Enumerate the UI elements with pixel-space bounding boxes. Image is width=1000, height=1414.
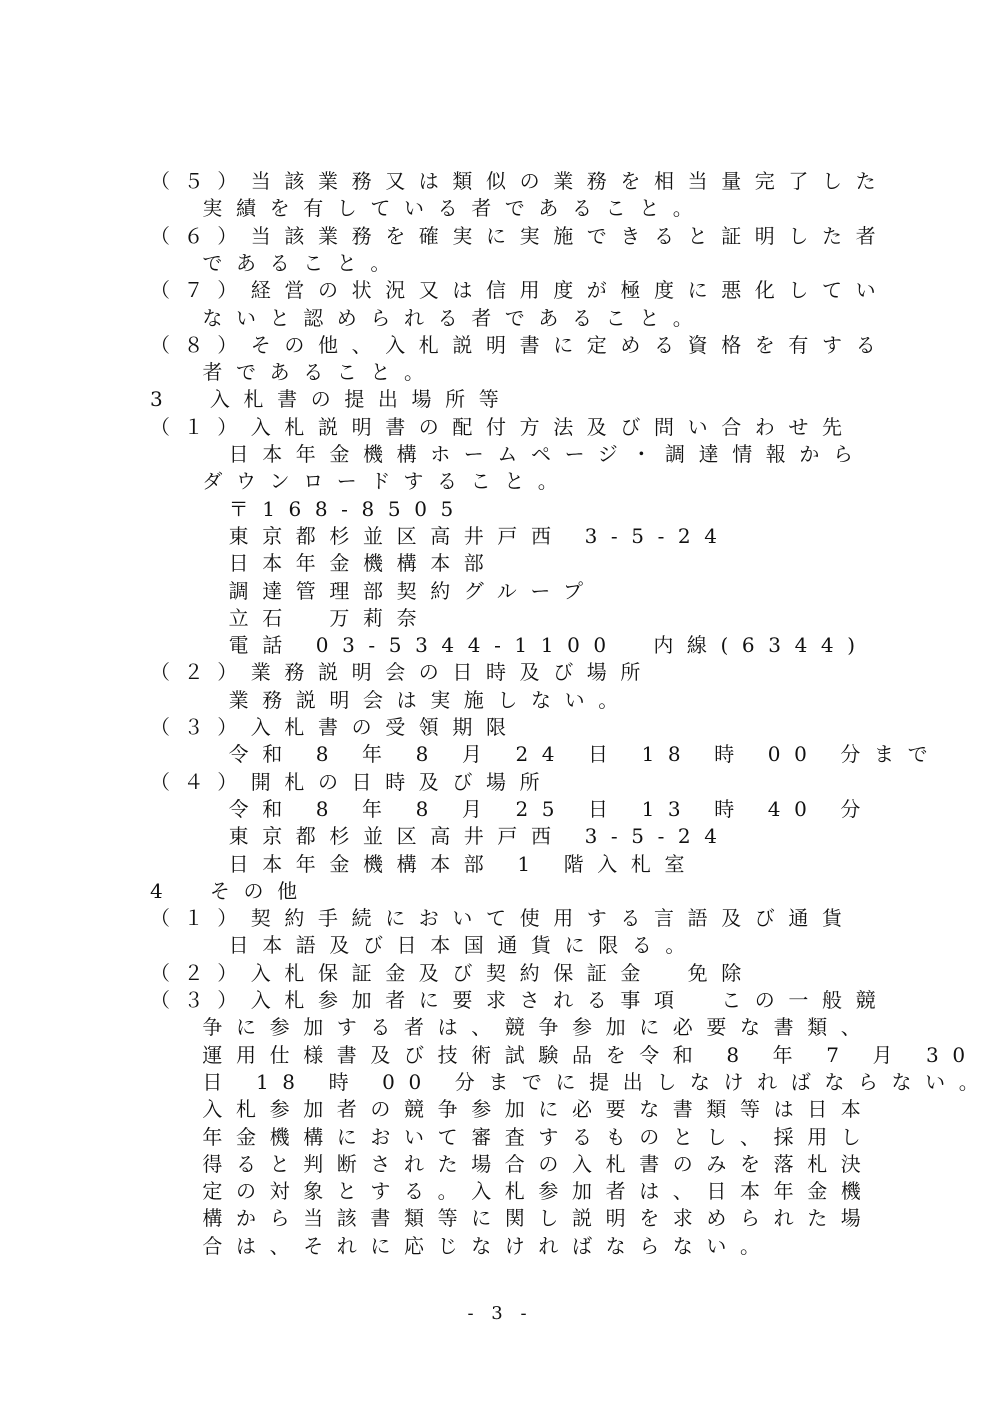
text-line: 実績を有している者であること。 (202, 196, 707, 221)
text-line: 日本年金機構本部 (228, 551, 498, 576)
text-line: （２）入札保証金及び契約保証金 免除 (150, 960, 755, 985)
text-line: ないと認められる者であること。 (202, 305, 707, 330)
text-line: 東京都杉並区高井戸西 3-5-24 (228, 523, 731, 548)
text-line: （７）経営の状況又は信用度が極度に悪化してい (150, 278, 890, 303)
text-line: 業務説明会は実施しない。 (228, 687, 632, 712)
text-line: （８）その他、入札説明書に定める資格を有する (150, 332, 890, 357)
text-line: 日本年金機構ホームページ・調達情報から (228, 442, 867, 466)
text-line: （５）当該業務又は類似の業務を相当量完了した (150, 169, 890, 193)
text-line: 令和 8 年 8 月 25 日 13 時 40 分 (228, 796, 874, 821)
text-line: 構から当該書類等に関し説明を求められた場 (202, 1206, 875, 1231)
text-line: 調達管理部契約グループ (228, 578, 597, 603)
text-line: 運用仕様書及び技術試験品を令和 8 年 7 月 30 (202, 1042, 979, 1067)
text-line: 4 その他 (150, 878, 311, 903)
text-line: 令和 8 年 8 月 24 日 18 時 00 分まで (228, 742, 942, 767)
text-line: 日本年金機構本部 1 階入札室 (228, 851, 699, 876)
text-line: 東京都杉並区高井戸西 3-5-24 (228, 824, 731, 849)
text-line: 得ると判断された場合の入札書のみを落札決 (202, 1151, 875, 1176)
text-line: 争に参加する者は、競争参加に必要な書類、 (202, 1015, 875, 1040)
text-line: 日本語及び日本国通貨に限る。 (228, 933, 700, 958)
text-line: （４）開札の日時及び場所 (150, 769, 554, 794)
text-line: 日 18 時 00 分までに提出しなければならない。 (202, 1069, 993, 1094)
text-line: 電話 03-5344-1100 内線(6344) (228, 633, 869, 658)
text-line: （１）入札説明書の配付方法及び問い合わせ先 (150, 414, 856, 439)
text-line: であること。 (202, 250, 405, 275)
text-line: （３）入札参加者に要求される事項 この一般競 (150, 988, 890, 1012)
text-line: 立石 万莉奈 (228, 605, 431, 630)
text-line: 合は、それに応じなければならない。 (202, 1233, 774, 1258)
text-line: 3 入札書の提出場所等 (150, 387, 513, 412)
text-line: 〒168-8505 (228, 496, 467, 521)
text-line: （２）業務説明会の日時及び場所 (150, 660, 654, 685)
text-line: 者であること。 (202, 360, 438, 385)
text-line: 定の対象とする。入札参加者は、日本年金機 (202, 1179, 875, 1204)
text-line: （６）当該業務を確実に実施できると証明した者 (150, 223, 890, 248)
text-line: （１）契約手続において使用する言語及び通貨 (150, 906, 856, 931)
text-line: ダウンロードすること。 (202, 469, 572, 494)
text-line: （３）入札書の受領期限 (150, 715, 520, 739)
text-line: 入札参加者の競争参加に必要な書類等は日本 (202, 1097, 875, 1122)
page-number: - 3 - (467, 1303, 533, 1324)
text-line: 年金機構において審査するものとし、採用し (202, 1124, 875, 1149)
